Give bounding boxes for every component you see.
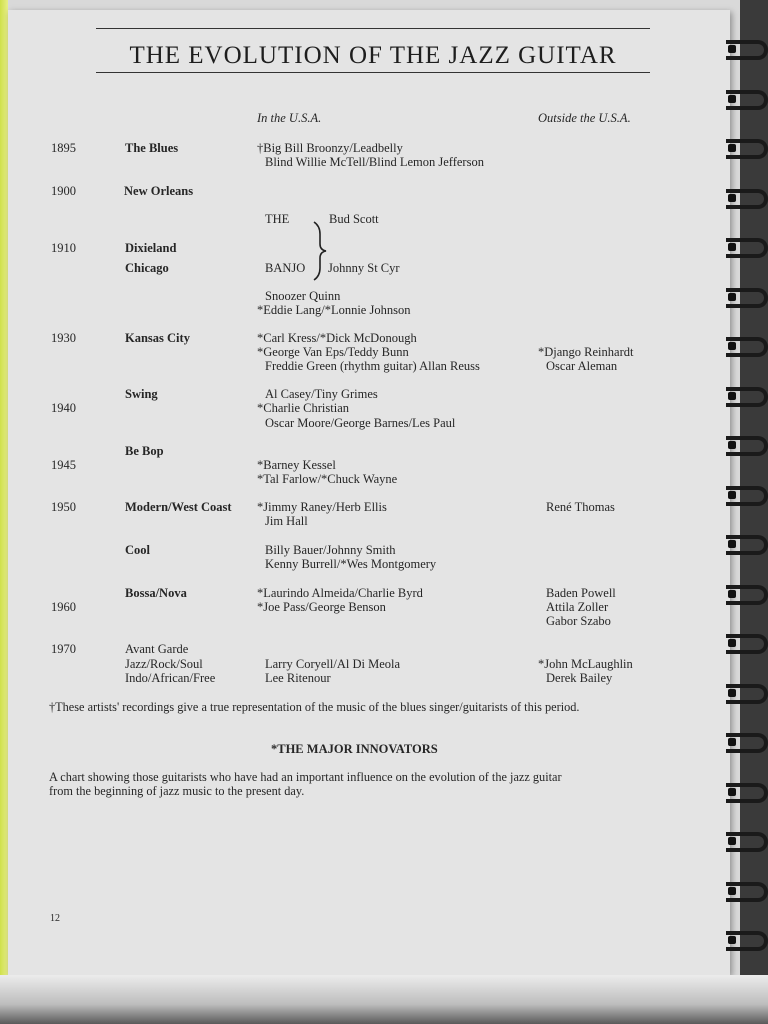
footnote: †These artists' recordings give a true representation of the music of the blues singer/guitarists of this period. bbox=[49, 700, 580, 714]
style-bebop: Be Bop bbox=[125, 444, 164, 458]
spiral-coil bbox=[726, 40, 768, 58]
spiral-coil bbox=[726, 882, 768, 900]
year-1930: 1930 bbox=[51, 331, 76, 345]
spiral-coil bbox=[726, 189, 768, 207]
spiral-coil bbox=[726, 288, 768, 306]
header-usa: In the U.S.A. bbox=[257, 111, 322, 125]
style-avant-garde: Avant Garde bbox=[125, 642, 189, 656]
usa-carl: *Carl Kress/*Dick McDonough bbox=[257, 331, 417, 345]
yellow-cover-edge bbox=[0, 0, 8, 990]
description-line-2: from the beginning of jazz music to the present day. bbox=[49, 784, 305, 798]
usa-johnny-st-cyr: Johnny St Cyr bbox=[328, 261, 400, 275]
style-bossa: Bossa/Nova bbox=[125, 586, 187, 600]
style-dixieland: Dixieland bbox=[125, 241, 177, 255]
page-number: 12 bbox=[50, 913, 60, 924]
outside-django: *Django Reinhardt bbox=[538, 345, 634, 359]
spiral-coil bbox=[726, 684, 768, 702]
year-1900: 1900 bbox=[51, 184, 76, 198]
usa-ritenour: Lee Ritenour bbox=[265, 671, 331, 685]
usa-christian: *Charlie Christian bbox=[257, 401, 349, 415]
usa-farlow: *Tal Farlow/*Chuck Wayne bbox=[257, 472, 398, 486]
spiral-coil bbox=[726, 486, 768, 504]
spiral-coil bbox=[726, 387, 768, 405]
spiral-coil bbox=[726, 832, 768, 850]
outside-szabo: Gabor Szabo bbox=[546, 614, 611, 628]
spiral-coil bbox=[726, 238, 768, 256]
year-1910: 1910 bbox=[51, 241, 76, 255]
header-outside: Outside the U.S.A. bbox=[538, 111, 631, 125]
usa-blues-1: †Big Bill Broonzy/Leadbelly bbox=[257, 141, 403, 155]
style-kansas-city: Kansas City bbox=[125, 331, 190, 345]
spiral-coil bbox=[726, 931, 768, 949]
year-1960: 1960 bbox=[51, 600, 76, 614]
usa-casey: Al Casey/Tiny Grimes bbox=[265, 387, 378, 401]
usa-george-van: *George Van Eps/Teddy Bunn bbox=[257, 345, 409, 359]
usa-kessel: *Barney Kessel bbox=[257, 458, 336, 472]
usa-coryell: Larry Coryell/Al Di Meola bbox=[265, 657, 401, 671]
usa-oscar: Oscar Moore/George Barnes/Les Paul bbox=[265, 416, 456, 430]
description-line-1: A chart showing those guitarists who have had an important influence on the evolution of the jazz guitar bbox=[49, 770, 562, 784]
outside-bailey: Derek Bailey bbox=[546, 671, 613, 685]
book-page bbox=[8, 10, 730, 975]
usa-bud-scott: Bud Scott bbox=[329, 212, 379, 226]
style-indo: Indo/African/Free bbox=[125, 671, 216, 685]
usa-the: THE bbox=[265, 212, 290, 226]
usa-freddie: Freddie Green (rhythm guitar) Allan Reuss bbox=[265, 359, 480, 373]
year-1970: 1970 bbox=[51, 642, 76, 656]
spiral-coil bbox=[726, 634, 768, 652]
spiral-coil bbox=[726, 585, 768, 603]
outside-zoller: Attila Zoller bbox=[546, 600, 609, 614]
usa-jim-hall: Jim Hall bbox=[265, 514, 308, 528]
year-1950: 1950 bbox=[51, 500, 76, 514]
spiral-coil bbox=[726, 535, 768, 553]
spiral-coil bbox=[726, 733, 768, 751]
year-1940: 1940 bbox=[51, 401, 76, 415]
title-bottom-rule bbox=[96, 72, 650, 73]
usa-burrell: Kenny Burrell/*Wes Montgomery bbox=[265, 557, 437, 571]
style-cool: Cool bbox=[125, 543, 150, 557]
spiral-coil bbox=[726, 337, 768, 355]
title-top-rule bbox=[96, 28, 650, 29]
style-swing: Swing bbox=[125, 387, 158, 401]
spiral-coil bbox=[726, 436, 768, 454]
style-modern: Modern/West Coast bbox=[125, 500, 232, 514]
usa-raney: *Jimmy Raney/Herb Ellis bbox=[257, 500, 387, 514]
year-1895: 1895 bbox=[51, 141, 76, 155]
page-title: THE EVOLUTION OF THE JAZZ GUITAR bbox=[129, 42, 617, 69]
style-chicago: Chicago bbox=[125, 261, 169, 275]
page-bottom-edge bbox=[0, 975, 768, 1024]
outside-baden: Baden Powell bbox=[546, 586, 616, 600]
spiral-coil bbox=[726, 139, 768, 157]
innovators-heading: *THE MAJOR INNOVATORS bbox=[271, 742, 438, 756]
usa-snoozer: Snoozer Quinn bbox=[265, 289, 341, 303]
usa-blues-2: Blind Willie McTell/Blind Lemon Jefferson bbox=[265, 155, 484, 169]
usa-eddie: *Eddie Lang/*Lonnie Johnson bbox=[257, 303, 411, 317]
usa-pass: *Joe Pass/George Benson bbox=[257, 600, 386, 614]
style-new-orleans: New Orleans bbox=[124, 184, 194, 198]
usa-almeida: *Laurindo Almeida/Charlie Byrd bbox=[257, 586, 423, 600]
outside-mclaughlin: *John McLaughlin bbox=[538, 657, 633, 671]
spiral-coil bbox=[726, 90, 768, 108]
spiral-coil bbox=[726, 783, 768, 801]
outside-aleman: Oscar Aleman bbox=[546, 359, 618, 373]
usa-bauer: Billy Bauer/Johnny Smith bbox=[265, 543, 396, 557]
style-blues: The Blues bbox=[125, 141, 179, 155]
usa-banjo: BANJO bbox=[265, 261, 306, 275]
outside-rene: René Thomas bbox=[546, 500, 615, 514]
style-jazz-rock: Jazz/Rock/Soul bbox=[125, 657, 203, 671]
year-1945: 1945 bbox=[51, 458, 76, 472]
